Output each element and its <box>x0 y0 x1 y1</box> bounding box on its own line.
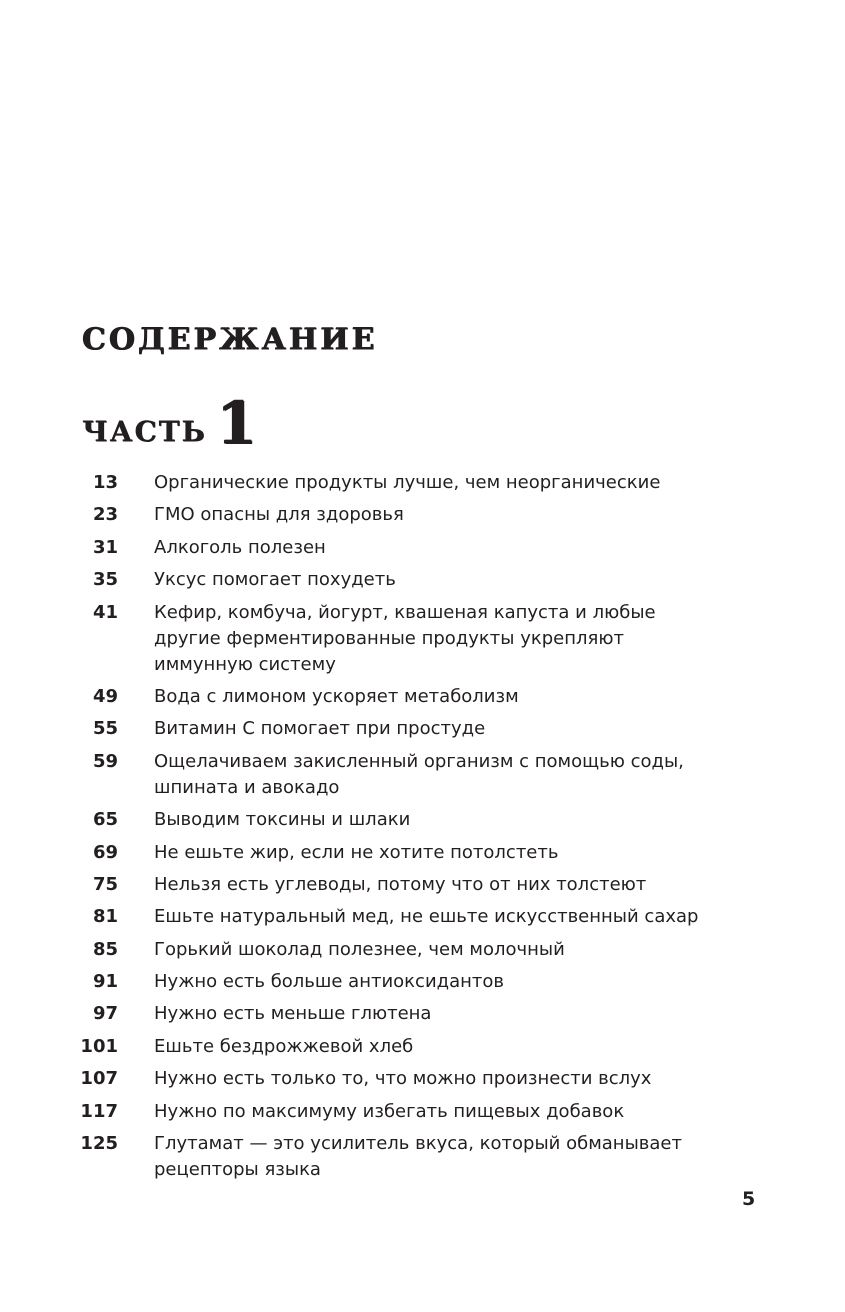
toc-title: Кефир, комбуча, йогурт, квашеная капуста и любые другие ферментированные продукты укрепляют иммунную систему <box>154 601 656 675</box>
toc-entry <box>0 567 845 593</box>
toc-title: ГМО опасны для здоровья <box>154 504 404 526</box>
toc-entry <box>0 1001 845 1027</box>
part-number: 1 <box>216 389 257 457</box>
toc-title: Уксус помогает похудеть <box>154 569 396 591</box>
toc-entry <box>0 904 845 930</box>
toc-title: Нельзя есть углеводы, потому что от них толстеют <box>154 873 647 895</box>
toc-entry <box>0 1034 845 1060</box>
toc-title: Выводим токсины и шлаки <box>154 809 411 831</box>
toc-title: Нужно есть меньше глютена <box>154 1003 432 1025</box>
toc-page-number: 81 <box>92 906 118 928</box>
page-title: СОДЕРЖАНИЕ <box>82 322 378 357</box>
toc-page-number: 117 <box>80 1100 118 1122</box>
toc-entry <box>0 1131 845 1183</box>
toc-page-number: 97 <box>92 1003 118 1025</box>
toc-page-number: 55 <box>92 718 118 740</box>
toc-title: Органические продукты лучше, чем неорганические <box>154 472 661 493</box>
toc-title: Алкоголь полезен <box>154 536 326 558</box>
toc-page-number: 65 <box>92 809 118 831</box>
toc-entry <box>0 807 845 833</box>
toc-page-number: 35 <box>92 569 118 591</box>
toc-page-number: 23 <box>92 504 118 526</box>
toc-page-number: 13 <box>92 472 118 493</box>
toc-page-number: 85 <box>92 938 118 960</box>
toc-entry <box>0 684 845 710</box>
toc-entry <box>0 600 845 678</box>
toc-title: Глутамат — это усилитель вкуса, который обманывает рецепторы языка <box>154 1133 682 1181</box>
toc-entry <box>0 749 845 801</box>
toc-page-number: 31 <box>92 536 118 558</box>
toc-entry <box>0 1099 845 1125</box>
toc-page-number: 49 <box>92 685 118 707</box>
toc-page-number: 41 <box>92 601 118 623</box>
toc-page-number: 125 <box>80 1133 118 1155</box>
toc-entry <box>0 470 845 496</box>
toc-entry <box>0 716 845 742</box>
part-label: ЧАСТЬ <box>82 415 207 448</box>
toc-entry <box>0 535 845 561</box>
part-heading <box>82 389 257 457</box>
toc-title: Ешьте натуральный мед, не ешьте искусственный сахар <box>154 906 699 928</box>
toc-entry <box>0 872 845 898</box>
toc-title: Ешьте бездрожжевой хлеб <box>154 1035 414 1057</box>
toc-entry <box>0 969 845 995</box>
toc-entry <box>0 1066 845 1092</box>
toc-title: Витамин С помогает при простуде <box>154 718 486 740</box>
table-of-contents <box>0 470 845 1189</box>
toc-title: Нужно по максимуму избегать пищевых добавок <box>154 1100 625 1122</box>
toc-title: Не ешьте жир, если не хотите потолстеть <box>154 841 559 863</box>
toc-page-number: 69 <box>92 841 118 863</box>
page-folio: 5 <box>742 1188 756 1210</box>
toc-title: Горький шоколад полезнее, чем молочный <box>154 938 565 960</box>
toc-page-number: 75 <box>92 873 118 895</box>
toc-page-number: 101 <box>80 1035 118 1057</box>
toc-page-number: 91 <box>92 971 118 993</box>
toc-page-number: 59 <box>92 750 118 772</box>
toc-entry <box>0 840 845 866</box>
toc-entry <box>0 937 845 963</box>
toc-title: Вода с лимоном ускоряет метаболизм <box>154 685 519 707</box>
toc-entry <box>0 502 845 528</box>
toc-title: Нужно есть больше антиоксидантов <box>154 971 504 993</box>
toc-title: Нужно есть только то, что можно произнести вслух <box>154 1068 652 1090</box>
toc-page-number: 107 <box>80 1068 118 1090</box>
toc-title: Ощелачиваем закисленный организм с помощью соды, шпината и авокадо <box>154 750 684 798</box>
